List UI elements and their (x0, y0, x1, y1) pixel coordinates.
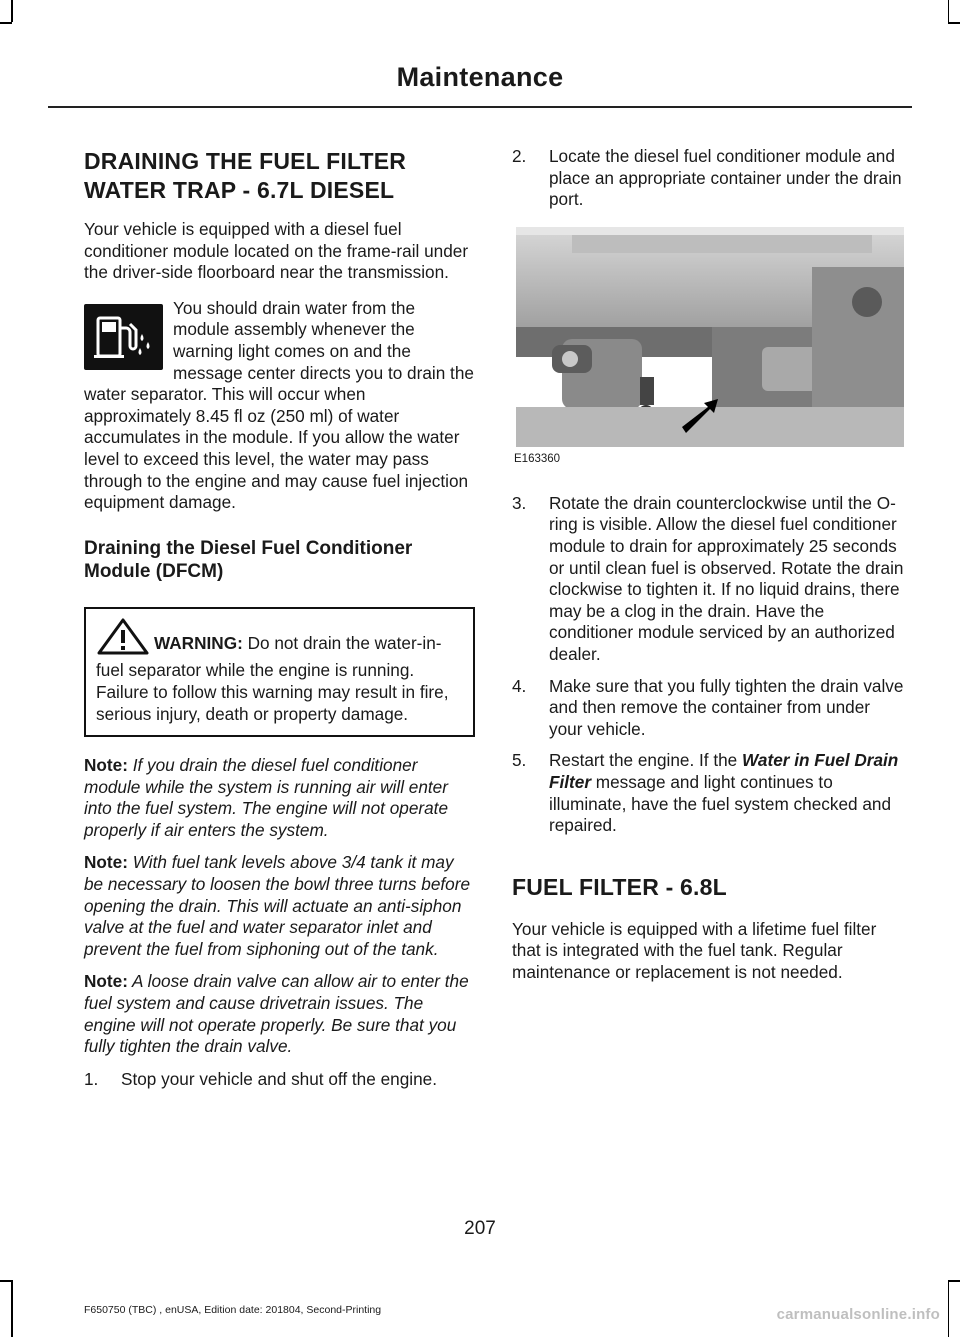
crop-mark (0, 22, 12, 24)
steps-list-left (84, 1069, 475, 1091)
step-5: 5. Restart the engine. If the Water in Fuel Drain Filter message and light continues to illuminate, have the fuel system checked and repaired. (512, 750, 899, 836)
crop-mark (11, 1280, 13, 1337)
crop-mark (948, 1280, 960, 1282)
step-1: 1. Stop your vehicle and shut off the engine. (84, 1068, 437, 1089)
warning-label: WARNING: (154, 632, 243, 653)
footer-edition: F650750 (TBC) , enUSA, Edition date: 201804, Second-Printing (84, 1304, 382, 1316)
section-title-line2: WATER TRAP - 6.7L DIESEL (84, 177, 395, 203)
warning-box (84, 607, 475, 737)
left-column (84, 146, 475, 1090)
header-divider (48, 106, 912, 108)
warning-light-paragraph: You should drain water from the module assembly whenever the warning light comes on and the message center directs you to drain the water separator. This will occur when approximately 8.45 fl oz (250 ml) of water accumulates in the module. If you allow the water level to exceed this level, the water may pass through to the engine and may cause fuel injection equipment damage. (84, 297, 474, 513)
subheading-dfcm: Draining the Diesel Fuel Conditioner Module (DFCM) (84, 537, 413, 582)
right-column (512, 146, 907, 983)
step-2: 2. Locate the diesel fuel conditioner module and place an appropriate container under the drain port. (512, 146, 902, 210)
crop-mark (948, 1280, 950, 1337)
message-name: Water in Fuel Drain Filter (549, 750, 899, 792)
fuel-filter-paragraph: Your vehicle is equipped with a lifetime fuel filter that is integrated with the fuel tank. Regular maintenance or replacement is not needed. (512, 918, 877, 982)
warning-icon (96, 617, 150, 661)
page-number: 207 (464, 1218, 496, 1239)
section-title-line1: DRAINING THE FUEL FILTER (84, 148, 407, 174)
watermark: carmanualsonline.info (776, 1306, 940, 1323)
image-code: E163360 (514, 452, 561, 465)
drain-port-photo (512, 227, 904, 447)
water-in-fuel-icon (84, 304, 163, 370)
icon-paragraph-block (84, 298, 475, 514)
page-title: Maintenance (396, 62, 564, 92)
note-3: Note: A loose drain valve can allow air to enter the fuel system and cause drivetrain issues. The engine will not operate properly. Be sure that you fully tighten the drain valve. (84, 971, 469, 1057)
note-1: Note: If you drain the diesel fuel conditioner module while the system is running air will enter into the fuel system. The engine will not operate properly if air enters the system. (84, 755, 449, 840)
section-title-fuel-filter: FUEL FILTER - 6.8L (512, 873, 727, 900)
warning-text: Do not drain the water-in-fuel separator while the engine is running. Failure to follow this warning may result in fire, serious injury, death or property damage. (96, 632, 449, 724)
crop-mark (948, 22, 960, 24)
steps-list-right (512, 146, 907, 211)
crop-mark (0, 1280, 12, 1282)
crop-mark (948, 0, 950, 22)
intro-paragraph: Your vehicle is equipped with a diesel fuel conditioner module located on the frame-rail under the driver-side floorboard near the transmission. (84, 219, 469, 283)
steps-list-right-2 (512, 493, 907, 837)
crop-mark (11, 0, 13, 22)
step-4: 4. Make sure that you fully tighten the drain valve and then remove the container from under your vehicle. (512, 675, 904, 739)
note-2: Note: With fuel tank levels above 3/4 tank it may be necessary to loosen the bowl three turns before opening the drain. This will actuate an anti-siphon valve at the fuel and water separator inlet and prevent the fuel from siphoning out of the tank. (84, 852, 470, 959)
step-3: 3. Rotate the drain counterclockwise until the O-ring is visible. Allow the diesel fuel conditioner module to drain for approximately 25 seconds or until clean fuel is observed. Rotate the drain clockwise to tighten it. If no liquid drains, there may be a clog in the drain. Have the conditioner module serviced by an authorized dealer. (512, 492, 904, 664)
